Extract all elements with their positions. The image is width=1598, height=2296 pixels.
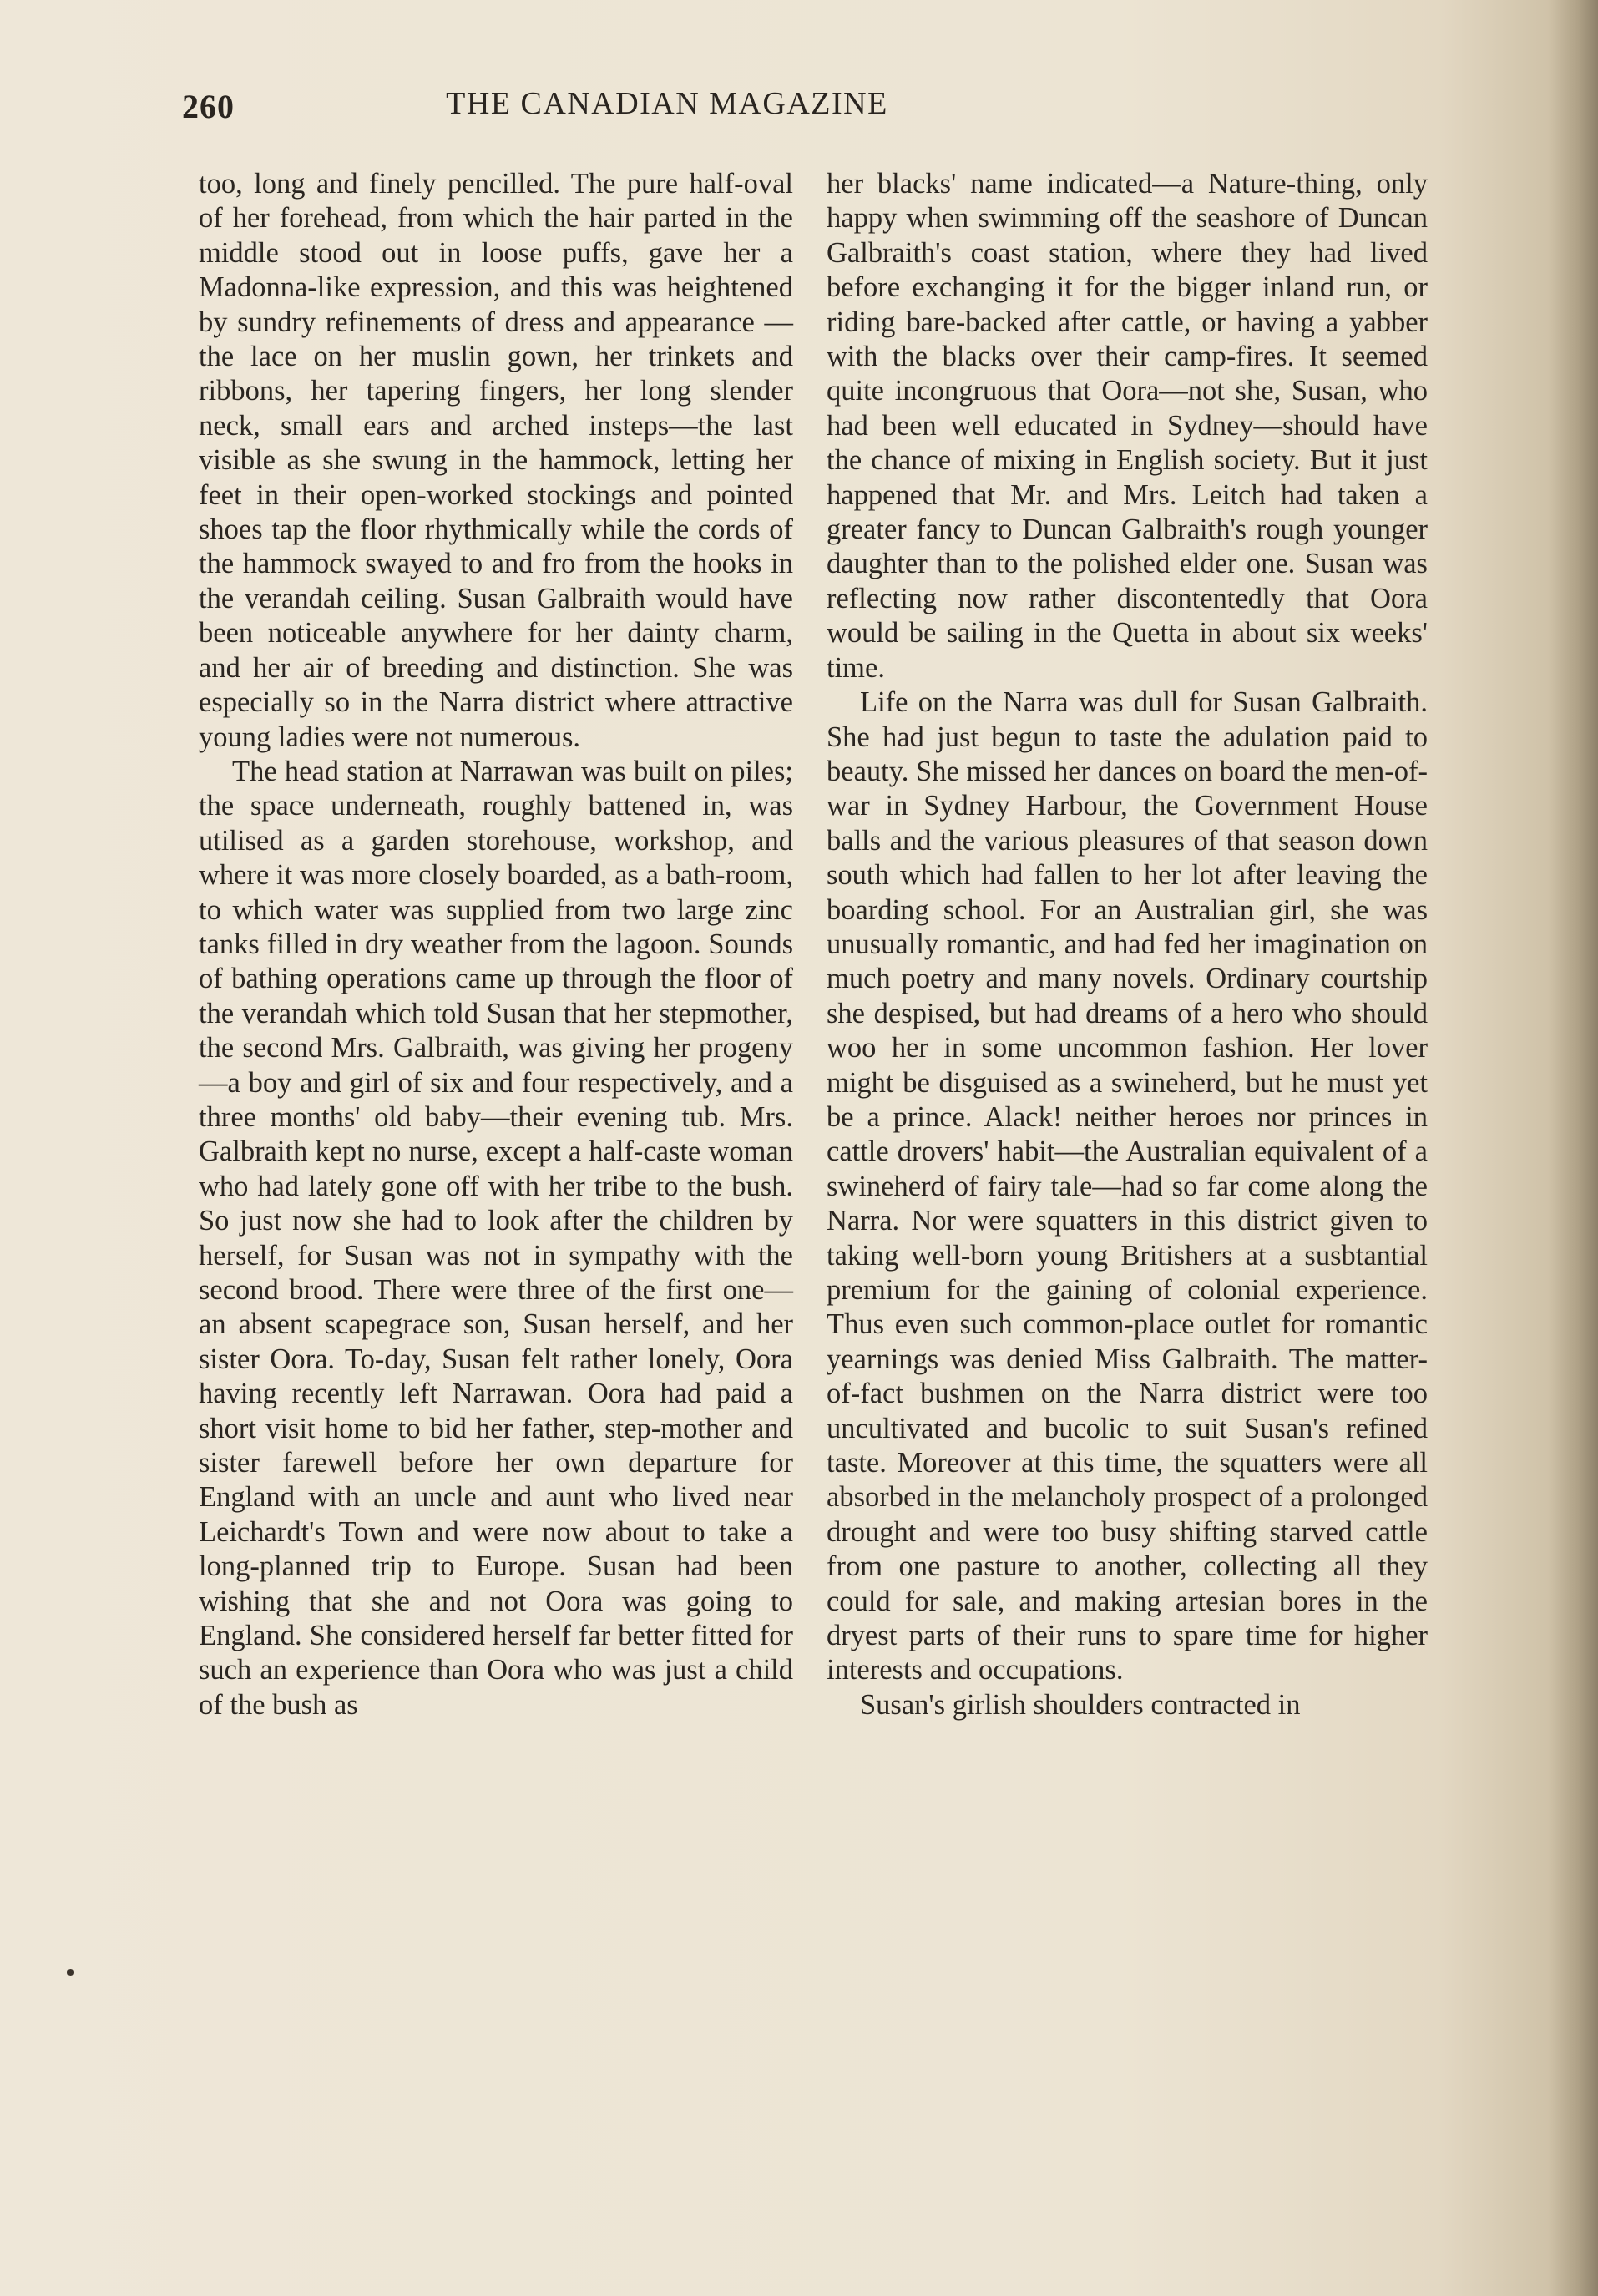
left-column: [199, 167, 793, 1722]
page-header: [182, 82, 1102, 132]
binding-edge-shadow: [1548, 0, 1598, 2296]
paragraph: Life on the Narra was dull for Susan Galbraith. She had just begun to taste the adulation paid to beauty. She missed her dances on board the men-of-war in Sydney Harbour, the Government House balls and the various pleasures of that season down south which had fallen to her lot after leaving the boarding school. For an Australian girl, she was unusually romantic, and had fed her imagination on much poetry and many novels. Ordinary courtship she despised, but had dreams of a hero who should woo her in some uncommon fashion. Her lover might be disguised as a swineherd, but he must yet be a prince. Alack! neither heroes nor princes in cattle drovers' habit—the Australian equivalent of a swineherd of fairy tale—had so far come along the Narra. Nor were squatters in this district given to taking well-born young Britishers at a susbtantial premium for the gaining of colonial experience. Thus even such common-place outlet for romantic yearnings was denied Miss Galbraith. The matter-of-fact bushmen on the Narra district were too uncultivated and bucolic to suit Susan's refined taste. Moreover at this time, the squatters were all absorbed in the melancholy prospect of a prolonged drought and were too busy shifting starved cattle from one pasture to another, collecting all they could for sale, and making artesian bores in the dryest parts of their runs to spare time for higher interests and occupations.: [827, 686, 1428, 1687]
paragraph: Susan's girlish shoulders contracted in: [860, 1688, 1301, 1721]
running-title: THE CANADIAN MAGAZINE: [446, 86, 888, 121]
page-number: 260: [182, 88, 235, 125]
ink-speck: [67, 1969, 74, 1976]
paragraph: her blacks' name indicated—a Nature-thing, only happy when swimming off the seashore of Duncan Galbraith's coast station, where they had lived before exchanging it for the bigger inland run, or riding bare-backed after cattle, or having a yabber with the blacks over their camp-fires. It seemed quite incongruous that Oora—not she, Susan, who had been well educated in Sydney—should have the chance of mixing in English society. But it just happened that Mr. and Mrs. Leitch had taken a greater fancy to Duncan Galbraith's rough younger daughter than to the polished elder one. Susan was reflecting now rather discontentedly that Oora would be sailing in the Quetta in about six weeks' time.: [827, 168, 1428, 684]
paragraph: The head station at Narrawan was built on piles; the space underneath, roughly battened in, was utilised as a garden storehouse, workshop, and where it was more closely boarded, as a bath-room, to which water was supplied from two large zinc tanks filled in dry weather from the lagoon. Sounds of bathing operations came up through the floor of the verandah which told Susan that her stepmother, the second Mrs. Galbraith, was giving her progeny—a boy and girl of six and four respectively, and a three months' old baby—their evening tub. Mrs. Galbraith kept no nurse, except a half-caste woman who had lately gone off with her tribe to the bush. So just now she had to look after the children by herself, for Susan was not in sympathy with the second brood. There were three of the first one—an absent scapegrace son, Susan herself, and her sister Oora. To-day, Susan felt rather lonely, Oora having recently left Narrawan. Oora had paid a short visit home to bid her father, step-mother and sister farewell before her own departure for England with an uncle and aunt who lived near Leichardt's Town and were now about to take a long-planned trip to Europe. Susan had been wishing that she and not Oora was going to England. She considered herself far better fitted for such an experience than Oora who was just a child of the bush as: [199, 755, 793, 1721]
paragraph: too, long and finely pencilled. The pure half-oval of her forehead, from which the hair parted in the middle stood out in loose puffs, gave her a Madonna-like expression, and this was heightened by sundry refinements of dress and appearance —the lace on her muslin gown, her trinkets and ribbons, her tapering fingers, her long slender neck, small ears and arched insteps—the last visible as she swung in the hammock, letting her feet in their open-worked stockings and pointed shoes tap the floor rhythmically while the cords of the hammock swayed to and fro from the hooks in the verandah ceiling. Susan Galbraith would have been noticeable anywhere for her dainty charm, and her air of breeding and distinction. She was especially so in the Narra district where attractive young ladies were not numerous.: [199, 168, 793, 753]
right-column: [827, 167, 1428, 1722]
